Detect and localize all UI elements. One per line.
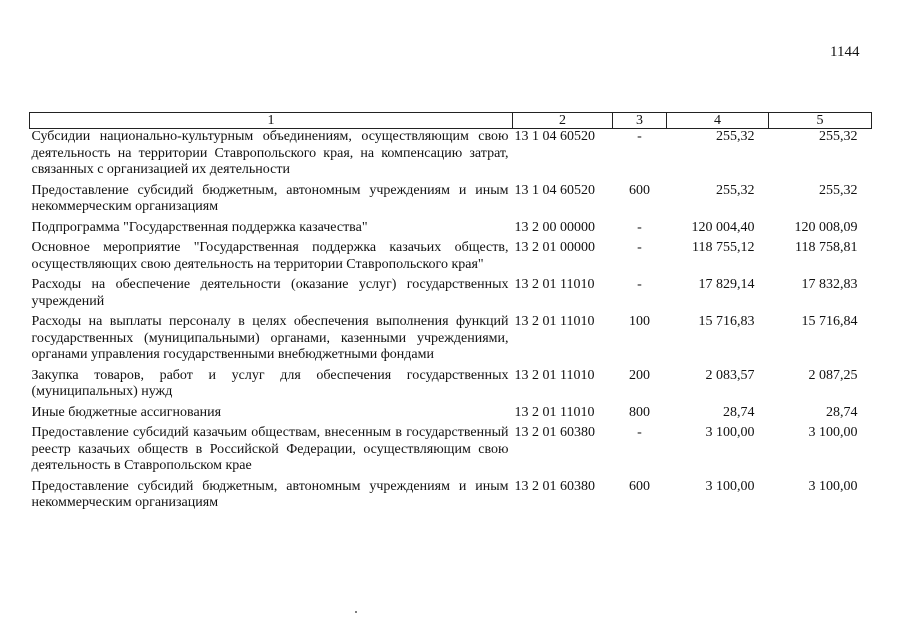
- row-expense-type: -: [637, 129, 642, 144]
- row-name: Предоставление субсидий казачьим обществам, внесенным в государственный реестр казачьих обществ в Российской Федерации, осуществляющим свою деятельность в Ставропольском крае: [31, 425, 509, 473]
- table-row: [30, 314, 872, 368]
- header-col-5: 5: [769, 113, 872, 129]
- row-amount-col5: 255,32: [819, 129, 858, 144]
- row-name: Субсидии национально-культурным объединениям, осуществляющим свою деятельность на территории Ставропольского края, на компенсацию затрат, связанных с организацией их деятельности: [31, 129, 509, 177]
- row-expense-type: 200: [629, 367, 650, 383]
- header-col-4: 4: [667, 113, 769, 129]
- table-row: [30, 425, 872, 479]
- row-amount-col4: 2 083,57: [705, 367, 755, 383]
- budget-table: [29, 112, 872, 516]
- row-amount-col5: 3 100,00: [808, 478, 858, 494]
- row-code: 13 2 00 00000: [514, 219, 595, 235]
- row-amount-col4: 120 004,40: [691, 219, 755, 235]
- table-header-row: [30, 113, 872, 129]
- row-expense-type: -: [637, 240, 642, 255]
- row-name: Расходы на обеспечение деятельности (оказание услуг) государственных учреждений: [31, 277, 509, 309]
- table-row: [30, 220, 872, 241]
- row-code: 13 2 01 11010: [514, 404, 595, 420]
- row-expense-type: -: [637, 219, 642, 235]
- row-expense-type: 600: [629, 182, 650, 198]
- header-col-2: 2: [513, 113, 613, 129]
- row-code: 13 2 01 11010: [514, 367, 595, 383]
- row-code: 13 2 01 11010: [514, 314, 595, 329]
- table-row: [30, 405, 872, 426]
- row-expense-type: 600: [629, 478, 650, 494]
- row-amount-col4: 28,74: [723, 404, 755, 420]
- row-name: Закупка товаров, работ и услуг для обеспечения государственных (муниципальных) нужд: [31, 367, 509, 399]
- scan-speck: [355, 611, 357, 613]
- table-row: [30, 129, 872, 183]
- row-name: Предоставление субсидий бюджетным, автономным учреждениям и иным некоммерческим организациям: [31, 182, 509, 214]
- row-name: Подпрограмма "Государственная поддержка казачества": [31, 219, 368, 235]
- table-body: [30, 129, 872, 516]
- row-code: 13 1 04 60520: [514, 182, 595, 198]
- row-amount-col5: 118 758,81: [795, 240, 858, 255]
- table-row: [30, 277, 872, 314]
- row-name: Иные бюджетные ассигнования: [31, 404, 222, 420]
- header-col-1: 1: [30, 113, 513, 129]
- table-row: [30, 240, 872, 277]
- row-code: 13 2 01 00000: [514, 240, 595, 255]
- row-amount-col4: 3 100,00: [705, 478, 755, 494]
- header-col-3: 3: [613, 113, 667, 129]
- row-name: Расходы на выплаты персоналу в целях обеспечения выполнения функций государственных (муниципальными) органами, казенными учреждениями, органами управления государственными внебюджетными фондами: [31, 314, 509, 362]
- row-amount-col5: 2 087,25: [808, 367, 858, 383]
- row-amount-col4: 255,32: [716, 182, 755, 198]
- row-amount-col4: 3 100,00: [705, 425, 755, 440]
- row-amount-col4: 118 755,12: [692, 240, 755, 255]
- row-expense-type: -: [637, 425, 642, 440]
- row-amount-col5: 255,32: [819, 182, 858, 198]
- row-amount-col5: 3 100,00: [808, 425, 858, 440]
- row-amount-col5: 28,74: [826, 404, 858, 420]
- table-row: [30, 368, 872, 405]
- row-amount-col4: 15 716,83: [698, 314, 755, 329]
- row-amount-col5: 17 832,83: [801, 277, 858, 292]
- row-expense-type: 800: [629, 404, 650, 420]
- row-amount-col5: 120 008,09: [794, 219, 858, 235]
- table-row: [30, 183, 872, 220]
- row-code: 13 1 04 60520: [514, 129, 595, 144]
- row-code: 13 2 01 60380: [514, 478, 595, 494]
- row-amount-col4: 17 829,14: [698, 277, 755, 292]
- row-name: Основное мероприятие "Государственная поддержка казачьих обществ, осуществляющих свою деятельность на территории Ставропольского края": [31, 240, 509, 272]
- row-code: 13 2 01 11010: [514, 277, 595, 292]
- row-code: 13 2 01 60380: [514, 425, 595, 440]
- row-expense-type: -: [637, 277, 642, 292]
- row-amount-col5: 15 716,84: [801, 314, 858, 329]
- row-name: Предоставление субсидий бюджетным, автономным учреждениям и иным некоммерческим организациям: [31, 478, 509, 510]
- row-amount-col4: 255,32: [716, 129, 755, 144]
- page-number: 1144: [830, 44, 860, 60]
- row-expense-type: 100: [629, 314, 650, 329]
- table-row: [30, 479, 872, 516]
